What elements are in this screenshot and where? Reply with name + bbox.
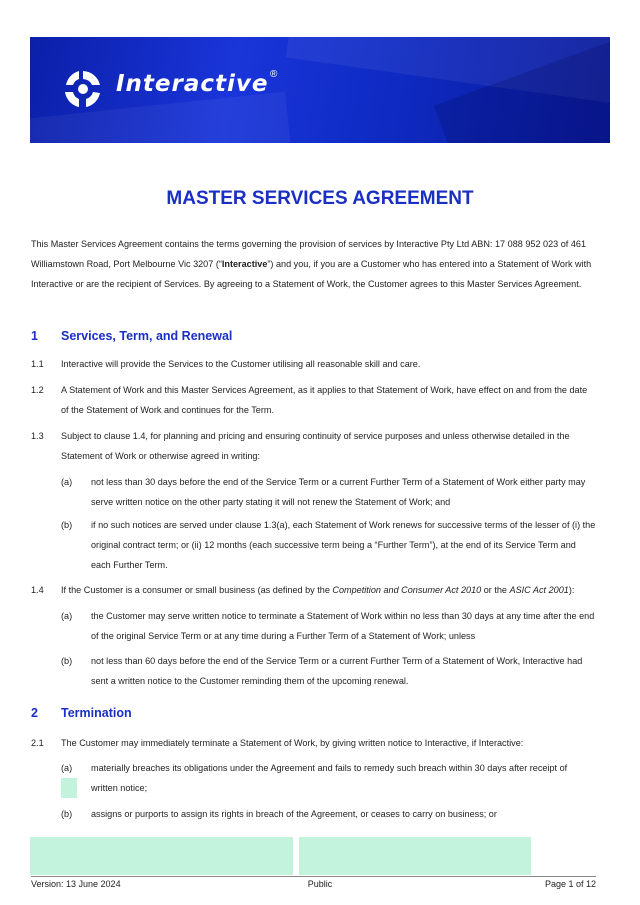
subclause <box>61 515 596 575</box>
clause-text: Subject to clause 1.4, for planning and pricing and ensuring continuity of service purposes and unless otherwise detailed in the Statement of Work or otherwise agreed in writing: <box>61 431 570 461</box>
clause-text-part: ): <box>568 585 575 595</box>
subclause-text: assigns or purports to assign its rights in breach of the Agreement, or ceases to carry on business; or <box>91 809 497 819</box>
section-number: 1 <box>31 329 38 343</box>
section-title: Services, Term, and Renewal <box>61 329 233 343</box>
clause-text <box>61 580 596 600</box>
clause <box>31 733 596 753</box>
clause-number: 1.2 <box>31 385 44 395</box>
footer-version: Version: 13 June 2024 <box>31 879 121 889</box>
subclause-number: (a) <box>61 477 73 487</box>
intro-bold-name: Interactive <box>221 259 268 269</box>
intro-text-cont: ”) and you, if you are a Customer who has entered into a Statement of Work with Interactive or are the recipient of Services. By agreeing to a Statement of Work, the Customer agrees to this Master Services Agreement. <box>31 259 592 289</box>
subclause <box>61 651 596 691</box>
registered-mark: ® <box>270 69 278 80</box>
subclause <box>61 804 596 824</box>
subclause-number: (b) <box>61 520 73 530</box>
subclause-text: materially breaches its obligations under the Agreement and fails to remedy such breach within 30 days after receipt of written notice; <box>91 763 568 793</box>
subclause-text: not less than 60 days before the end of the Service Term or a current Further Term of a Statement of Work, Interactive had sent a written notice to the Customer reminding them of the upcoming renewal. <box>91 656 583 686</box>
clause <box>31 380 596 420</box>
intro-paragraph <box>31 234 596 294</box>
section-heading <box>31 329 232 343</box>
clause-text-part: If the Customer is a consumer or small business (as defined by the <box>61 585 333 595</box>
subclause <box>61 606 596 646</box>
subclause-text: the Customer may serve written notice to terminate a Statement of Work within no less than 30 days at any time after the end of the original Service Term or at any time during a Further Term of a Statement of Work; unless <box>91 611 595 641</box>
footer-highlight-block <box>30 837 293 875</box>
subclause-text: if no such notices are served under clause 1.3(a), each Statement of Work renews for successive terms of the lesser of (i) the original contract term; or (ii) 12 months (each successive term being a “Further Term”), at the end of its Service Term and each Further Term. <box>91 520 596 570</box>
clause-text: The Customer may immediately terminate a Statement of Work, by giving written notice to Interactive, if Interactive: <box>61 738 524 748</box>
footer-highlight-block <box>299 837 531 875</box>
subclause <box>61 472 596 512</box>
section-title: Termination <box>61 706 132 720</box>
act-name: ASIC Act 2001 <box>509 585 569 595</box>
section-heading <box>31 706 132 720</box>
clause-number: 1.4 <box>31 585 44 595</box>
act-name: Competition and Consumer Act 2010 <box>332 585 482 595</box>
clause-text-part: or the <box>481 585 510 595</box>
footer-classification: Public <box>307 879 333 889</box>
clause-number: 1.3 <box>31 431 44 441</box>
subclause-number: (b) <box>61 656 73 666</box>
clause <box>31 426 596 466</box>
subclause <box>61 758 596 798</box>
footer-page-number: Page 1 of 12 <box>544 879 596 889</box>
clause <box>31 354 596 374</box>
footer-divider <box>31 876 596 877</box>
interactive-logo-icon <box>62 68 104 110</box>
document-title: MASTER SERVICES AGREEMENT <box>166 188 474 209</box>
section-number: 2 <box>31 706 38 720</box>
clause-number: 2.1 <box>31 738 44 748</box>
intro-text: This Master Services Agreement contains the terms governing the provision of services by Interactive Pty Ltd ABN: 17 088 952 023 of 461 Williamstown Road, Port Melbourne Vic 3207 (“ <box>31 239 587 269</box>
clause <box>31 580 596 600</box>
subclause-number: (b) <box>61 809 73 819</box>
subclause-number: (a) <box>61 763 73 773</box>
brand-name: Interactive <box>116 71 269 97</box>
clause-number: 1.1 <box>31 359 44 369</box>
clause-text: A Statement of Work and this Master Services Agreement, as it applies to that Statement of Work, have effect on and from the date of the Statement of Work and continues for the Term. <box>61 385 588 415</box>
subclause-number: (a) <box>61 611 73 621</box>
header-banner <box>30 37 610 143</box>
subclause-text: not less than 30 days before the end of the Service Term or a current Further Term of a Statement of Work either party may serve written notice on the other party stating it will not renew the Statement of Work; and <box>91 477 586 507</box>
clause-text: Interactive will provide the Services to the Customer utilising all reasonable skill and care. <box>61 359 421 369</box>
